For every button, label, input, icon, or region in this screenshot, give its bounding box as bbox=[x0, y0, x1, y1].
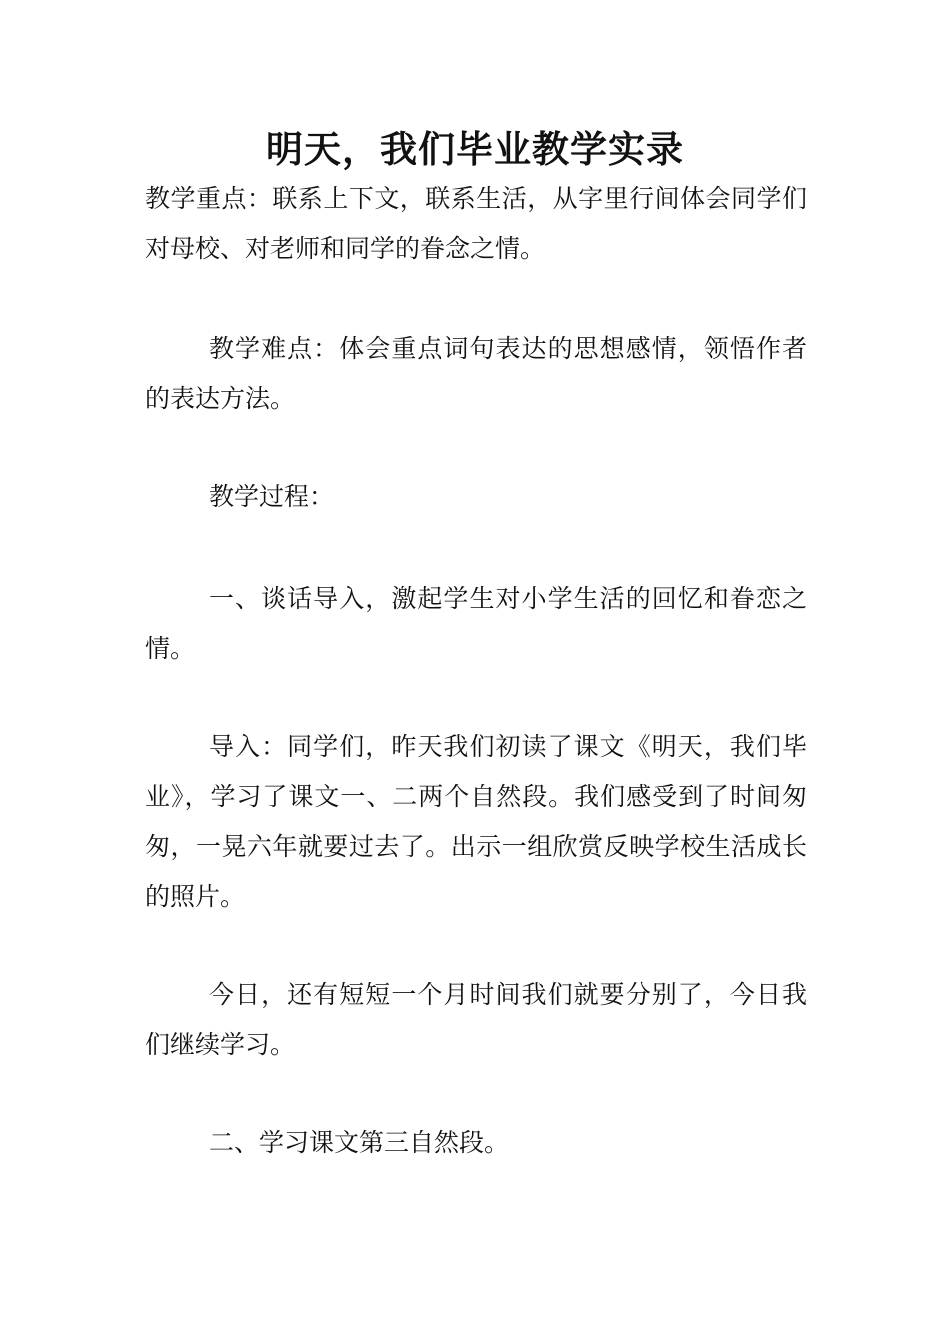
paragraph-introduction: 导入：同学们，昨天我们初读了课文《明天，我们毕业》，学习了课文一、二两个自然段。我们感受到了时间匆匆，一晃六年就要过去了。出示一组欣赏反映学校生活成长的照片。 bbox=[145, 732, 807, 911]
paragraph-teaching-difficulty: 教学难点：体会重点词句表达的思想感情，领悟作者的表达方法。 bbox=[145, 334, 807, 413]
paragraph-today: 今日，还有短短一个月时间我们就要分别了，今日我们继续学习。 bbox=[145, 980, 807, 1059]
document-title: 明天，我们毕业教学实录 bbox=[266, 128, 684, 171]
paragraph-teaching-process: 教学过程： bbox=[209, 482, 335, 511]
paragraph-section-two: 二、学习课文第三自然段。 bbox=[209, 1128, 510, 1157]
paragraph-teaching-focus: 教学重点：联系上下文，联系生活，从字里行间体会同学们对母校、对老师和同学的眷念之情。 bbox=[145, 184, 807, 263]
paragraph-section-one: 一、谈话导入，激起学生对小学生活的回忆和眷恋之情。 bbox=[145, 584, 807, 663]
